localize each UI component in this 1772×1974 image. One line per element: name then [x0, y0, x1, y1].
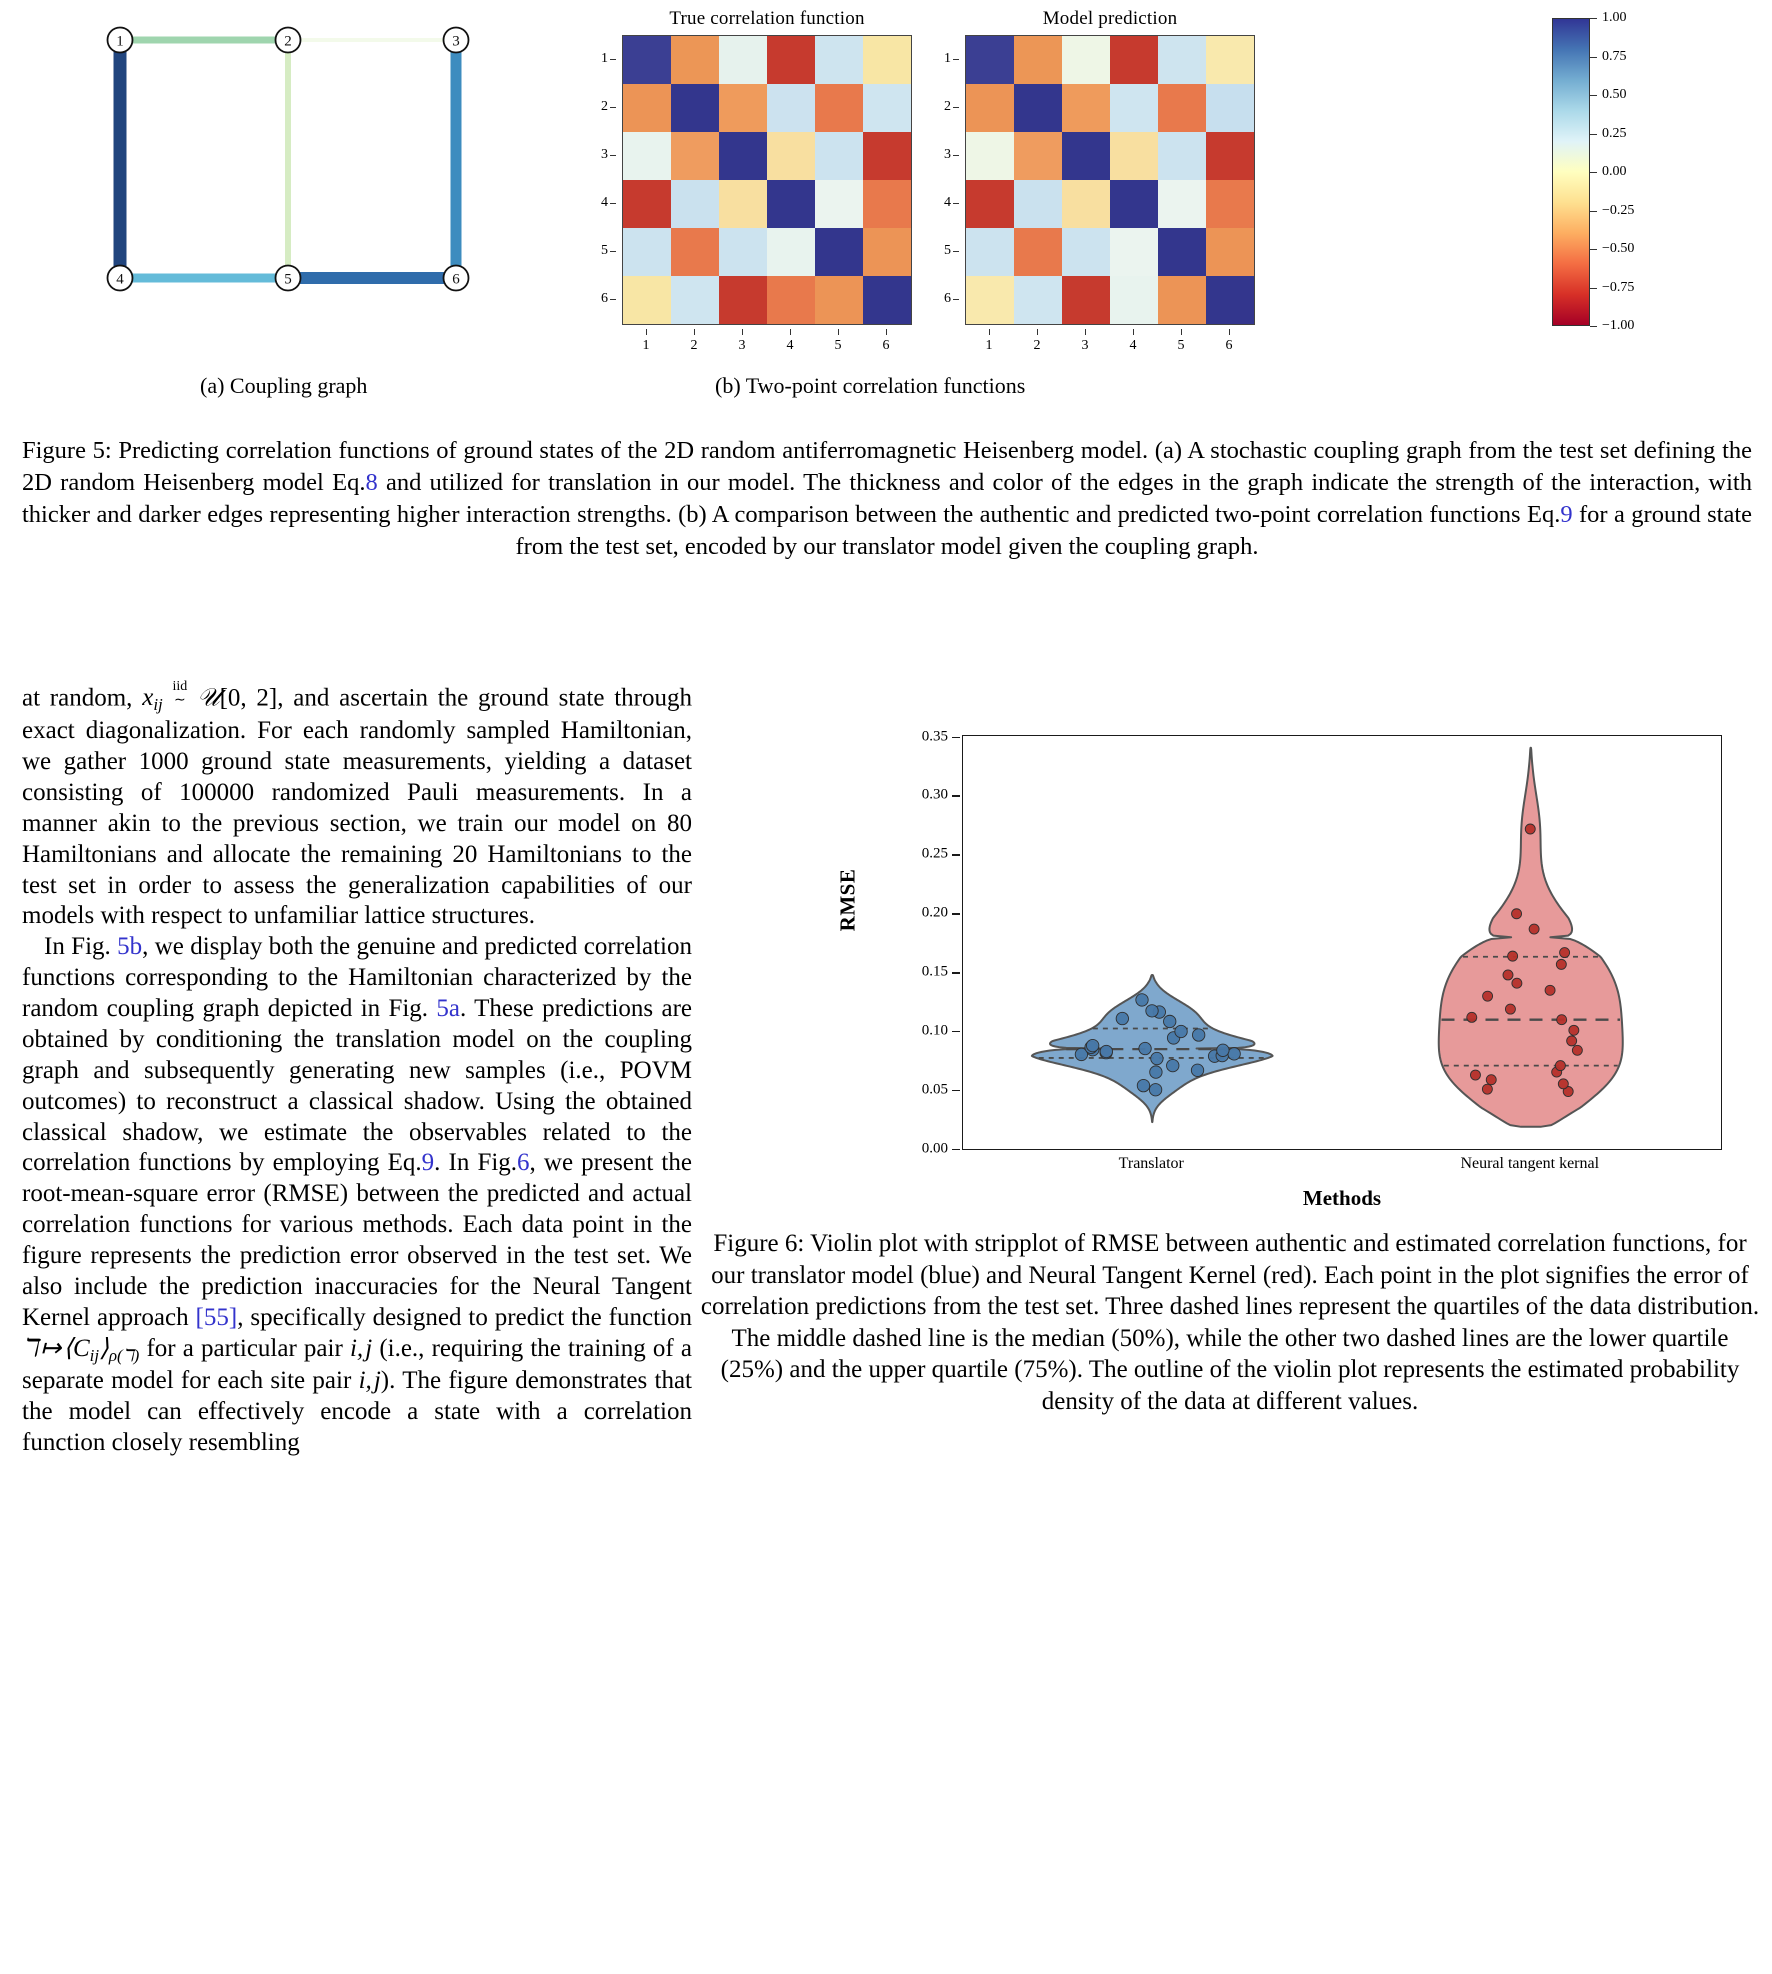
heatmap-y-tick-label: 6	[944, 291, 951, 306]
violin-data-point	[1508, 951, 1518, 961]
heatmap-y-tick	[610, 107, 616, 108]
heatmap-cell	[1110, 228, 1158, 276]
heatmap-cell	[767, 132, 815, 180]
math-vec-x-map: ℸ ↦ $⟨C_{ij}⟩_{\rho(ℸ)}$	[22, 1334, 140, 1365]
heatmap-cell	[671, 132, 719, 180]
heatmap-x-tick	[1181, 329, 1182, 335]
ref-fig-6[interactable]: 6	[517, 1149, 530, 1177]
violin-y-tick	[952, 795, 960, 797]
heatmap-cell	[1206, 132, 1254, 180]
colorbar-tick-label: 0.25	[1602, 125, 1627, 141]
violin-data-point	[1555, 1061, 1565, 1071]
heatmap-cell	[815, 276, 863, 324]
violin-data-point	[1228, 1048, 1240, 1060]
citation-eq-8[interactable]: 8	[365, 469, 378, 497]
violin-data-point	[1529, 924, 1539, 934]
math-i-j-1: i, j	[349, 1334, 373, 1362]
coupling-graph-svg	[60, 0, 580, 360]
heatmap-x-tick	[1229, 329, 1230, 335]
heatmap-x-tick-label: 2	[1033, 338, 1041, 353]
heatmap-grid	[965, 35, 1255, 325]
heatmap-cell	[671, 276, 719, 324]
figure-5-caption-text: Predicting correlation functions of ground states of the 2D random antiferromagnetic Heisenberg model. (a) A stochastic coupling graph from the test set defining the 2D random Heisenberg model Eq.	[22, 437, 1753, 497]
heatmap-cell	[966, 276, 1014, 324]
heatmap-y-tick	[953, 251, 959, 252]
heatmap-cell	[1062, 228, 1110, 276]
heatmap-cell	[1158, 132, 1206, 180]
violin-data-point	[1116, 1012, 1128, 1024]
heatmap-cell	[966, 36, 1014, 84]
colorbar-tick	[1590, 249, 1597, 250]
heatmap-cell	[966, 180, 1014, 228]
violin-x-tick-label: Neural tangent kernal	[1460, 1155, 1600, 1172]
heatmap-y-tick-label: 4	[944, 195, 951, 210]
violin-y-ticks	[900, 728, 960, 1157]
violin-y-tick	[952, 1090, 960, 1092]
heatmap-cell	[863, 132, 911, 180]
heatmap-x-tick-label: 4	[1129, 338, 1137, 353]
math-i-j-2: i, j	[358, 1367, 381, 1395]
violin-data-point	[1482, 1084, 1492, 1094]
violin-y-tick-label: 0.35	[921, 728, 948, 745]
heatmap-cell	[1110, 36, 1158, 84]
heatmap-cell	[966, 132, 1014, 180]
heatmap-cell	[815, 36, 863, 84]
heatmap-cell	[863, 84, 911, 132]
heatmap-x-tick-label: 4	[786, 338, 794, 353]
violin-plot-axes	[962, 735, 1722, 1150]
p2-b: , we display both the genuine and predicted correlation functions corresponding to the Hamiltonian characterized by the random coupling graph depicted in Fig.	[22, 933, 692, 1022]
graph-node-label: 4	[116, 271, 124, 288]
colorbar-tick	[1590, 57, 1597, 58]
heatmap-cell	[863, 276, 911, 324]
violin-data-point	[1192, 1029, 1204, 1041]
heatmap-y-tick	[953, 59, 959, 60]
heatmap-cell	[1110, 276, 1158, 324]
heatmap-cell	[966, 84, 1014, 132]
colorbar-tick	[1590, 326, 1597, 327]
heatmap-y-tick-label: 3	[944, 147, 951, 162]
violin-data-point	[1512, 978, 1522, 988]
violin-data-point	[1556, 959, 1566, 969]
heatmap-cell	[1206, 276, 1254, 324]
violin-y-tick-label: 0.15	[921, 963, 948, 980]
heatmap-cell	[1206, 228, 1254, 276]
heatmap-x-tick	[838, 329, 839, 335]
violin-data-point	[1149, 1084, 1161, 1096]
violin-y-tick-label: 0.20	[921, 904, 948, 921]
colorbar-tick-label: −1.00	[1602, 318, 1635, 333]
heatmap-x-tick-label: 3	[1081, 338, 1089, 353]
subcaption-b: (b) Two-point correlation functions	[715, 373, 1026, 398]
heatmap-x-tick	[790, 329, 791, 335]
figure-5	[0, 0, 1772, 420]
heatmap-x-tick-label: 1	[985, 338, 993, 353]
heatmap-cell	[1206, 36, 1254, 84]
heatmap-y-tick-label: 1	[601, 51, 608, 66]
violin-data-point	[1467, 1012, 1477, 1022]
heatmap-cell	[1206, 180, 1254, 228]
heatmap-cell	[623, 36, 671, 84]
heatmap-y-tick	[610, 251, 616, 252]
p2-c: . These predictions are obtained by conditioning the translation model on the coupling graph and subsequently generating new samples (i.e., POVM outcomes) to reconstruct a classical shadow. Using the obtained classical shadow, we estimate the observables related to the correlation functions by employing Eq.	[22, 995, 692, 1177]
colorbar-tick	[1590, 172, 1597, 173]
heatmap-y-tick	[953, 299, 959, 300]
heatmap-y-tick-label: 3	[601, 147, 608, 162]
ref-fig-5b[interactable]: 5b	[117, 933, 143, 961]
violin-data-point	[1557, 1015, 1567, 1025]
violin-y-tick	[952, 1031, 960, 1033]
colorbar-tick	[1590, 288, 1597, 289]
colorbar-tick-label: −0.50	[1602, 241, 1635, 256]
heatmap-x-tick	[1133, 329, 1134, 335]
violin-data-point	[1572, 1045, 1582, 1055]
heatmap-cell	[815, 180, 863, 228]
heatmap-cell	[719, 276, 767, 324]
heatmap-cell	[719, 132, 767, 180]
heatmap-cell	[719, 180, 767, 228]
math-uniform: 𝒰	[197, 684, 220, 712]
violin-data-point	[1569, 1025, 1579, 1035]
violin-data-point	[1100, 1045, 1112, 1057]
heatmap-cell	[623, 180, 671, 228]
body-text-column	[22, 680, 692, 1459]
violin-x-tick-label: Translator	[1118, 1155, 1184, 1172]
figure-6-caption	[700, 1228, 1760, 1417]
heatmap-cell	[767, 228, 815, 276]
heatmap-cell	[1110, 84, 1158, 132]
heatmap-cell	[1014, 84, 1062, 132]
violin-data-point	[1470, 1070, 1480, 1080]
p2-h: (i.e., requiring the training of a separate model for each site pair	[22, 1334, 692, 1395]
violin-shapes	[1032, 748, 1623, 1127]
heatmap-cell	[1110, 132, 1158, 180]
heatmap-cell	[671, 228, 719, 276]
colorbar	[1552, 10, 1702, 333]
heatmap-y-tick-label: 1	[944, 51, 951, 66]
p2-a: In Fig.	[44, 933, 118, 961]
violin-data-point	[1136, 994, 1148, 1006]
violin-y-tick	[952, 972, 960, 974]
heatmap-x-tick-label: 3	[738, 338, 746, 353]
violin-data-point	[1503, 970, 1513, 980]
colorbar-tick-label: 1.00	[1602, 10, 1627, 25]
heatmap-cell	[1014, 228, 1062, 276]
graph-node-label: 2	[284, 33, 292, 50]
heatmap-y-tick-label: 2	[601, 99, 608, 114]
math-x-ij: $x_{ij}$	[142, 684, 163, 715]
heatmap-y-tick-label: 4	[601, 195, 608, 210]
violin-data-point	[1146, 1005, 1158, 1017]
graph-node-label: 5	[284, 271, 292, 288]
heatmap-wrap	[944, 35, 1255, 353]
heatmap-cell	[671, 84, 719, 132]
graph-node-label: 6	[452, 271, 460, 288]
heatmap-cell	[1110, 180, 1158, 228]
violin-y-tick-label: 0.10	[921, 1022, 948, 1039]
violin-y-tick-label: 0.05	[921, 1081, 948, 1098]
heatmap-cell	[1062, 180, 1110, 228]
violin-x-tick-labels	[962, 1155, 1722, 1183]
violin-data-point	[1167, 1059, 1179, 1071]
math-iid-symbol: iid ∼	[172, 679, 188, 708]
citation-eq-9[interactable]: 9	[1560, 501, 1573, 529]
heatmap-y-tick-label: 6	[601, 291, 608, 306]
violin-data-point	[1505, 1004, 1515, 1014]
heatmap-x-axis	[622, 329, 910, 353]
heatmap-cell	[966, 228, 1014, 276]
heatmap-cell	[1062, 36, 1110, 84]
heatmap-cell	[1062, 132, 1110, 180]
heatmap-cell	[815, 132, 863, 180]
figure-5-caption-text2: and utilized for translation in our model. The thickness and color of the edges in the graph indicate the strength of the interaction, with thicker and darker edges representing higher interaction strengths. (b) A comparison between the authentic and predicted two-point correlation functions Eq.	[22, 469, 1752, 529]
violin-y-tick	[952, 854, 960, 856]
heatmap-y-tick-label: 2	[944, 99, 951, 114]
p2-g: for a particular pair	[139, 1334, 350, 1362]
violin-y-tick	[952, 913, 960, 915]
heatmap-cell	[863, 36, 911, 84]
heatmap-title: True correlation function	[669, 8, 865, 29]
heatmap-cell	[863, 228, 911, 276]
heatmap-true-correlation	[601, 8, 912, 353]
heatmap-cell	[815, 228, 863, 276]
heatmap-cell	[1158, 180, 1206, 228]
heatmap-cell	[623, 228, 671, 276]
heatmap-y-axis	[594, 35, 616, 323]
heatmap-cell	[863, 180, 911, 228]
heatmap-cell	[767, 84, 815, 132]
heatmap-y-tick	[610, 155, 616, 156]
heatmap-cell	[1014, 132, 1062, 180]
heatmap-cell	[767, 276, 815, 324]
heatmap-y-tick	[953, 107, 959, 108]
heatmap-x-tick-label: 6	[1225, 338, 1233, 353]
heatmap-cell	[767, 180, 815, 228]
colorbar-tick	[1590, 18, 1597, 19]
heatmap-cell	[719, 228, 767, 276]
paragraph-2	[22, 932, 692, 1459]
ref-fig-5a[interactable]: 5a	[436, 995, 460, 1022]
violin-data-point	[1150, 1066, 1162, 1078]
p2-i: ). The figure demonstrates that the model can effectively encode a state with a correlation function closely resembling	[22, 1367, 692, 1457]
heatmap-x-tick	[742, 329, 743, 335]
violin-data-point	[1086, 1039, 1098, 1051]
heatmap-x-tick-label: 5	[834, 338, 842, 353]
violin-data-point	[1560, 948, 1570, 958]
heatmap-title: Model prediction	[1042, 8, 1178, 29]
ref-eq-9[interactable]: 9	[421, 1149, 435, 1177]
heatmap-x-tick	[886, 329, 887, 335]
graph-node-label: 3	[452, 33, 460, 50]
heatmap-cell	[671, 180, 719, 228]
figure-5-caption	[22, 435, 1752, 563]
colorbar-ticks	[1590, 10, 1700, 333]
graph-node-label: 1	[116, 33, 124, 50]
heatmap-cell	[1014, 276, 1062, 324]
heatmap-x-tick	[989, 329, 990, 335]
heatmap-cell	[1158, 276, 1206, 324]
colorbar-tick	[1590, 95, 1597, 96]
heatmap-x-axis	[965, 329, 1253, 353]
colorbar-tick-label: 0.75	[1602, 48, 1627, 64]
violin-data-point	[1175, 1025, 1187, 1037]
graph-edges	[120, 40, 456, 278]
paragraph-1-post: , and ascertain the ground state through exact diagonalization. For each randomly sampled Hamiltonian, we gather 1000 ground state measurements, yielding a dataset consisting of 100000 randomized Pauli measurements. In a manner akin to the previous section, we train our model on 80 Hamiltonians and allocate the remaining 20 Hamiltonians to the test set in order to assess the generalization capabilities of our models with respect to unfamiliar lattice structures.	[22, 684, 692, 930]
heatmap-cell	[1206, 84, 1254, 132]
heatmap-x-tick	[1085, 329, 1086, 335]
violin-y-tick-label: 0.25	[921, 845, 948, 862]
heatmap-cell	[719, 84, 767, 132]
heatmap-cell	[767, 36, 815, 84]
heatmap-cell	[1158, 84, 1206, 132]
p2-d: . In Fig.	[434, 1149, 518, 1177]
heatmap-y-tick	[610, 299, 616, 300]
heatmap-cell	[1014, 180, 1062, 228]
heatmap-cell	[623, 276, 671, 324]
violin-data-point	[1164, 1015, 1176, 1027]
colorbar-tick-label: 0.50	[1602, 87, 1627, 102]
violin-data-point	[1567, 1036, 1577, 1046]
colorbar-tick-label: 0.00	[1602, 164, 1627, 179]
heatmap-wrap	[601, 35, 912, 353]
heatmap-y-axis	[937, 35, 959, 323]
heatmap-cell	[1158, 36, 1206, 84]
colorbar-tick	[1590, 134, 1597, 135]
heatmap-y-tick	[610, 59, 616, 60]
heatmap-y-tick	[953, 155, 959, 156]
violin-data-point	[1191, 1064, 1203, 1076]
colorbar-tick-label: −0.25	[1602, 202, 1635, 218]
paragraph-1-pre: at random,	[22, 684, 143, 712]
heatmap-cell	[1014, 36, 1062, 84]
figure-6	[700, 700, 1760, 1210]
heatmap-cell	[623, 84, 671, 132]
violin-data-point	[1486, 1075, 1496, 1085]
violin-y-axis-label: RMSE	[835, 868, 860, 932]
heatmap-y-tick-label: 5	[601, 243, 608, 258]
heatmap-x-tick-label: 2	[690, 338, 698, 353]
heatmap-model-prediction	[944, 8, 1255, 353]
heatmap-y-tick-label: 5	[944, 243, 951, 258]
violin-y-tick-label: 0.00	[921, 1140, 948, 1157]
figure-5-caption-text3: for a ground state from the test set, encoded by our translator model given the coupling graph.	[515, 501, 1753, 561]
violin-y-tick-label: 0.30	[921, 786, 948, 803]
heatmap-cell	[1062, 276, 1110, 324]
colorbar-gradient	[1552, 18, 1590, 326]
figure-6-caption-label: Figure 6:	[713, 1230, 805, 1257]
heatmap-x-tick-label: 1	[642, 338, 650, 353]
heatmap-cell	[815, 84, 863, 132]
heatmap-grid	[622, 35, 912, 325]
violin-data-point	[1217, 1044, 1229, 1056]
heatmap-x-tick	[646, 329, 647, 335]
heatmap-cell	[623, 132, 671, 180]
paragraph-1: at random, $x_{ij}$ iid ∼ 𝒰[0, 2], and ascertain the ground state through exact diagonalization. For each randomly sampled Hamiltonian, we gather 1000 ground state measurements, yielding a dataset consisting of 100000 randomized Pauli measurements. In a manner akin to the previous section, we train our model on 80 Hamiltonians and allocate the remaining 20 Hamiltonians to the test set in order to assess the generalization capabilities of our models with respect to unfamiliar lattice structures.	[22, 679, 692, 930]
p2-e: , we present the root-mean-square error (RMSE) between the predicted and actual correlation functions for various methods. Each data point in the figure represents the prediction error observed in the test set. We also include the prediction inaccuracies for the Neural Tangent Kernel approach	[22, 1149, 692, 1331]
subcaption-a: (a) Coupling graph	[200, 373, 368, 398]
heatmap-cell	[1062, 84, 1110, 132]
heatmap-x-tick	[694, 329, 695, 335]
violin-data-point	[1545, 985, 1555, 995]
heatmap-x-tick	[1037, 329, 1038, 335]
heatmap-y-tick	[610, 203, 616, 204]
violin-y-tick	[952, 1149, 960, 1151]
figure-6-caption-text: Violin plot with stripplot of RMSE between authentic and estimated correlation functions, for our translator model (blue) and Neural Tangent Kernel (red). Each point in the plot signifies the error of correlation predictions from the test set. Three dashed lines represent the quartiles of the data distribution. The middle dashed line is the median (50%), while the other two dashed lines are the lower quartile (25%) and the upper quartile (75%). The outline of the violin plot represents the estimated probability density of the data at different values.	[700, 1230, 1760, 1415]
heatmap-cell	[719, 36, 767, 84]
violin-data-point	[1139, 1042, 1151, 1054]
violin-data-point	[1151, 1052, 1163, 1064]
ref-55[interactable]: [55]	[195, 1303, 238, 1331]
heatmap-cell	[671, 36, 719, 84]
colorbar-tick	[1590, 211, 1597, 212]
violin-body	[1439, 748, 1623, 1127]
coupling-graph-panel	[60, 0, 580, 360]
violin-plot-svg	[963, 736, 1720, 1148]
violin-data-point	[1483, 991, 1493, 1001]
colorbar-tick-label: −0.75	[1602, 279, 1635, 295]
p2-f: , specifically designed to predict the function	[237, 1303, 692, 1331]
heatmap-y-tick	[953, 203, 959, 204]
violin-y-tick	[952, 737, 960, 739]
heatmap-x-tick-label: 5	[1177, 338, 1185, 353]
violin-data-point	[1558, 1079, 1568, 1089]
violin-x-axis-label: Methods	[1302, 1186, 1382, 1210]
violin-data-point	[1137, 1079, 1149, 1091]
violin-data-point	[1512, 909, 1522, 919]
heatmap-cell	[1158, 228, 1206, 276]
heatmap-x-tick-label: 6	[882, 338, 890, 353]
violin-data-point	[1525, 824, 1535, 834]
figure-5-caption-label: Figure 5:	[22, 437, 112, 464]
